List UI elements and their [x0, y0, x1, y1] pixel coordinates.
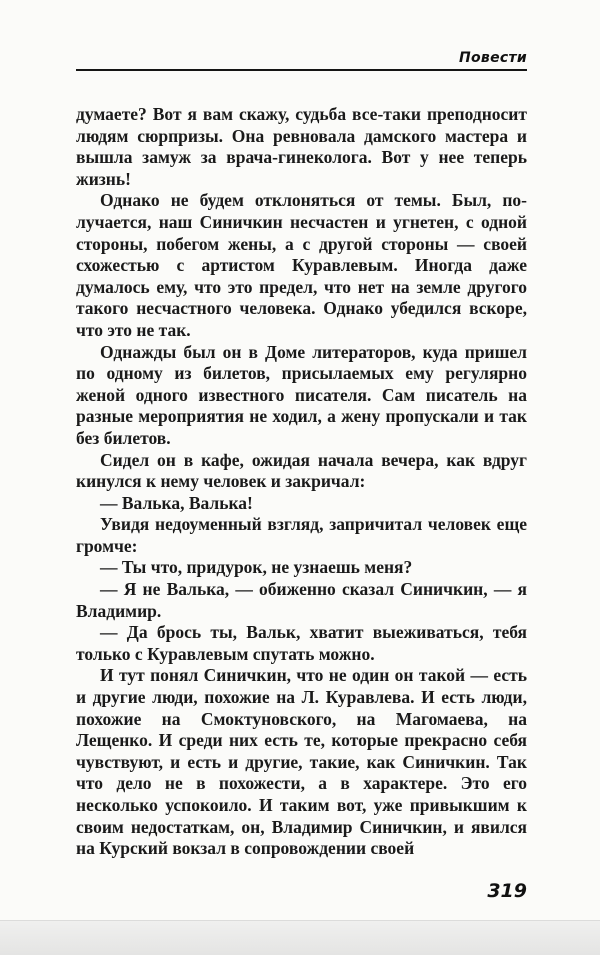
body-text — [76, 104, 527, 860]
paragraph: И тут понял Синичкин, что не один он такой — есть и другие люди, похожие на Л. Куравлева. И есть люди, похожие на Смоктуновского, на Магомаева, на Лещенко. И среди них есть те, которые прекрасно себя чувствуют, и есть и другие, такие, как Синичкин. Так что дело не в похожести, а в характере. Это его несколько успокоило. И таким вот, уже привыкшим к своим недостаткам, он, Владимир Синичкин, и явился на Курский вокзал в сопровождении своей — [76, 665, 527, 859]
paragraph: Однажды был он в Доме литераторов, куда пришел по одному из билетов, присылаемых ему регулярно женой одного известного писателя. Сам писатель на разные мероприятия не ходил, а жену пропускали и так без билетов. — [76, 341, 527, 448]
running-head: Повести — [458, 50, 527, 66]
page-header — [76, 50, 527, 70]
paragraph: думаете? Вот я вам скажу, судьба все-таки преподносит людям сюрпризы. Она ревновала дамского мастера и вышла замуж за врача-гинеколога. Вот у нее теперь жизнь! — [76, 104, 527, 189]
dialogue-line: — Ты что, придурок, не узнаешь меня? — [100, 557, 413, 578]
paragraph: Однако не будем отклоняться от темы. Был, получается, наш Синичкин несчастен и угнетен, с одной стороны, побегом жены, а с другой стороны — своей схожестью с артистом Куравлевым. Иногда даже думалось ему, что это предел, что нет на земле другого такого несчастного человека. Однако убедился вскоре, что это не так. — [76, 190, 527, 340]
paragraph: Увидя недоуменный взгляд, запричитал человек еще громче: — [76, 514, 527, 556]
dialogue-line: — Валька, Валька! — [100, 492, 253, 513]
dialogue-line: — Да брось ты, Вальк, хватит выеживаться, тебя только с Куравлевым спутать можно. — [76, 622, 527, 664]
paragraph: Сидел он в кафе, ожидая начала вечера, как вдруг кинулся к нему человек и закричал: — [76, 449, 527, 492]
page-number: 319 — [487, 880, 527, 902]
header-rule — [76, 69, 527, 71]
scan-bottom-edge — [0, 920, 600, 955]
dialogue-line: — Я не Валька, — обиженно сказал Синичкин, — я Владимир. — [76, 579, 527, 621]
